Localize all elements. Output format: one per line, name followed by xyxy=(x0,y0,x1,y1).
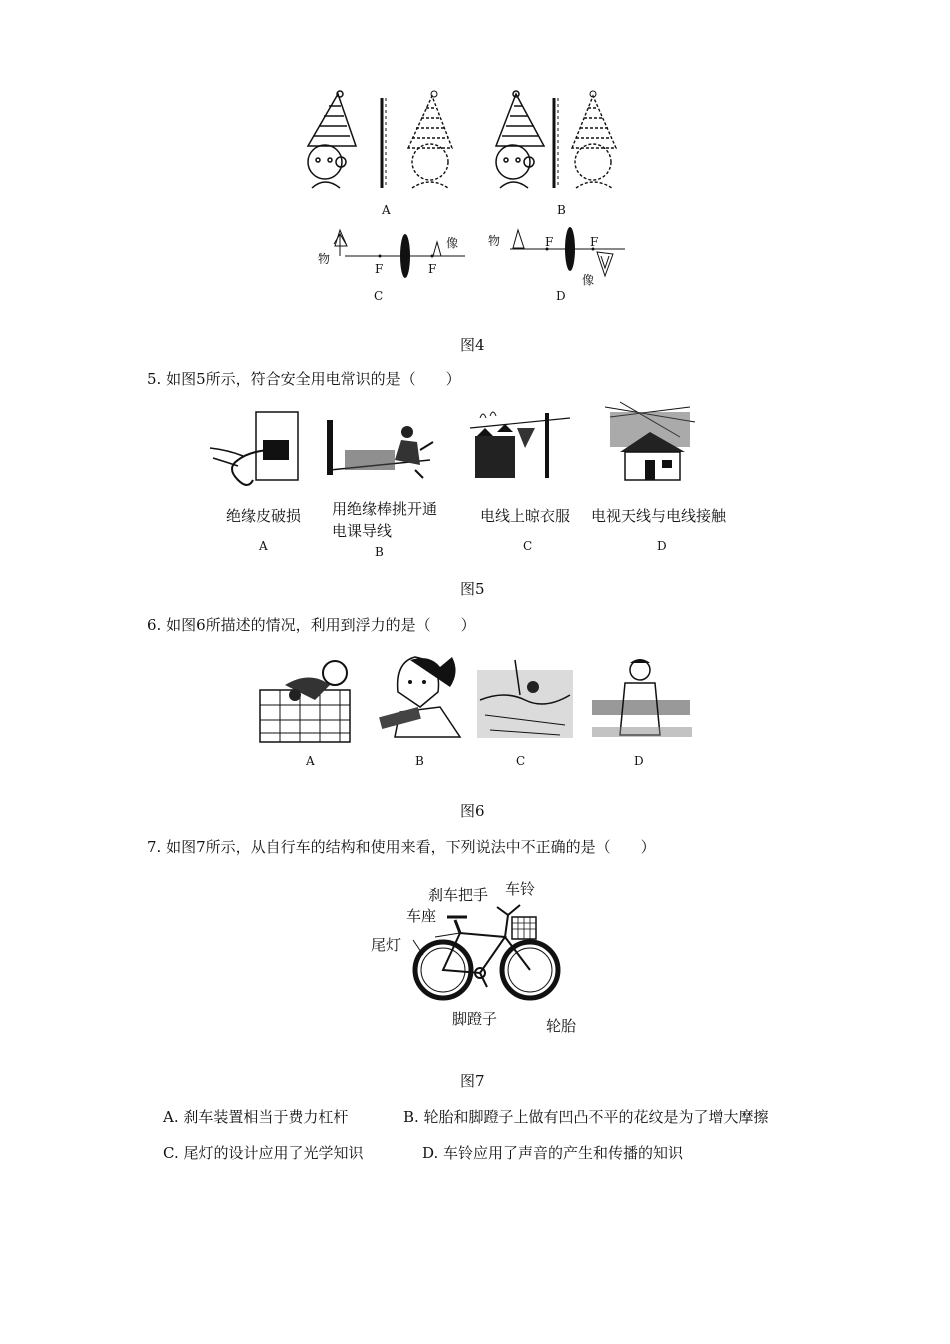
fig7-caption: 图7 xyxy=(460,1072,485,1090)
question-6: 6. 如图6所描述的情况，利用到浮力的是（ ） xyxy=(147,616,476,634)
tv-antenna-illustration xyxy=(600,402,700,482)
question-5: 5. 如图5所示，符合安全用电常识的是（ ） xyxy=(147,370,461,388)
bike-label-pedal: 脚蹬子 xyxy=(452,1010,498,1028)
fig6-caption: 图6 xyxy=(460,802,485,820)
option-c: C. 尾灯的设计应用了光学知识 xyxy=(163,1144,364,1162)
fig5-c-text: 电线上晾衣服 xyxy=(480,507,571,525)
fig5-b-text-1: 用绝缘棒挑开通 xyxy=(332,500,438,518)
fig5-c-letter: C xyxy=(523,539,533,553)
bike-label-bell: 车铃 xyxy=(505,880,536,898)
lens-diagram-d xyxy=(505,224,635,284)
fig4-c-image-label: 像 xyxy=(446,236,459,250)
fig5-a-text: 绝缘皮破损 xyxy=(226,507,302,525)
option-b: B. 轮胎和脚蹬子上做有凹凸不平的花纹是为了增大摩擦 xyxy=(403,1108,769,1126)
fig4-c-f-left: F xyxy=(375,262,384,276)
bike-label-tire: 轮胎 xyxy=(546,1017,577,1035)
question-7: 7. 如图7所示，从自行车的结构和使用来看，下列说法中不正确的是（ ） xyxy=(147,838,656,856)
fig4-label-d: D xyxy=(556,289,566,303)
fig4-d-f-right: F xyxy=(590,235,599,249)
fig4-label-c: C xyxy=(374,289,384,303)
fig6-letter-d: D xyxy=(634,754,644,768)
fig4-d-object-label: 物 xyxy=(488,234,501,248)
fig6-c-illustration xyxy=(475,655,575,740)
fig6-a-illustration xyxy=(255,655,355,745)
bike-label-seat: 车座 xyxy=(406,907,437,925)
mirror-diagram-b xyxy=(488,88,648,193)
fig4-label-b: B xyxy=(557,203,566,217)
mirror-diagram-a xyxy=(300,88,460,193)
damaged-plug-illustration xyxy=(208,410,308,495)
fig6-b-illustration xyxy=(380,652,470,742)
option-a: A. 刹车装置相当于费力杠杆 xyxy=(163,1108,349,1126)
fig6-letter-b: B xyxy=(415,754,424,768)
fig4-d-f-left: F xyxy=(545,235,554,249)
fig6-letter-c: C xyxy=(516,754,526,768)
bike-label-taillight: 尾灯 xyxy=(371,936,402,954)
fig6-d-illustration xyxy=(590,655,695,740)
fig4-c-f-right: F xyxy=(428,262,437,276)
fig5-d-letter: D xyxy=(657,539,667,553)
fig4-caption: 图4 xyxy=(460,336,485,354)
option-d: D. 车铃应用了声音的产生和传播的知识 xyxy=(422,1144,684,1162)
fig5-a-letter: A xyxy=(259,539,268,553)
fig5-b-letter: B xyxy=(375,545,384,559)
bike-label-brake: 刹车把手 xyxy=(428,886,489,904)
fig5-caption: 图5 xyxy=(460,580,485,598)
fig6-letter-a: A xyxy=(306,754,315,768)
fig4-c-object-label: 物 xyxy=(318,252,331,266)
fig5-b-text-2: 电课导线 xyxy=(332,522,393,540)
fig5-d-text: 电视天线与电线接触 xyxy=(591,507,727,525)
clothes-on-wire-illustration xyxy=(465,408,575,480)
fig4-d-image-label: 像 xyxy=(582,273,595,287)
insulating-rod-illustration xyxy=(325,420,435,480)
fig4-label-a: A xyxy=(382,203,391,217)
